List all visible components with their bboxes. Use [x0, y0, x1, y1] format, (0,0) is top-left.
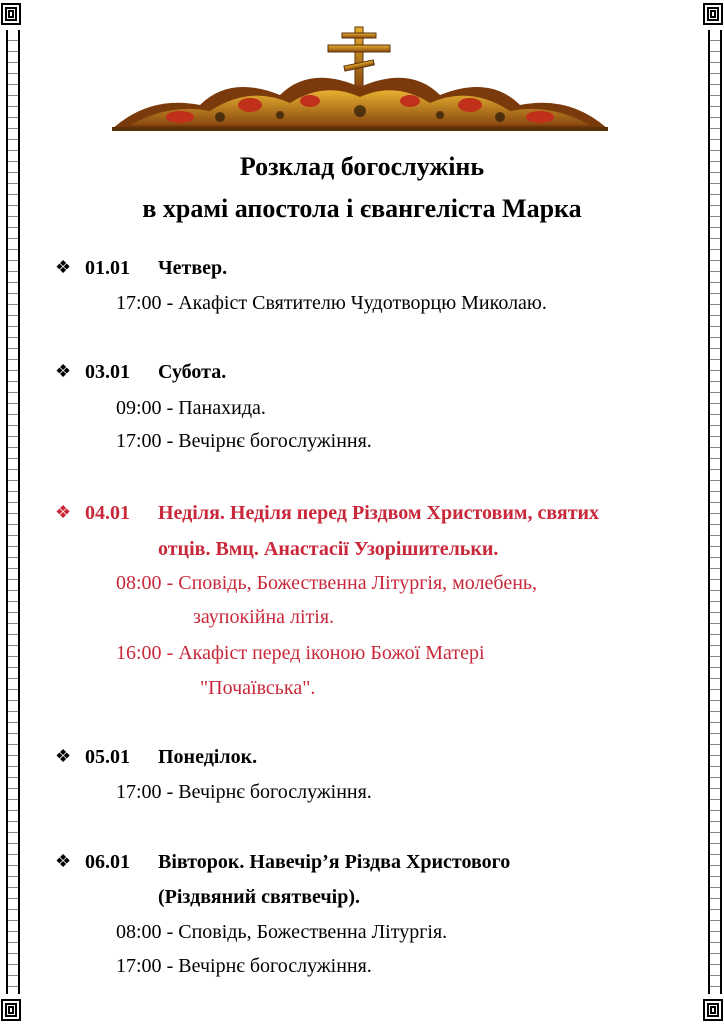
bullet-icon: ❖ — [55, 257, 72, 277]
day-heading: Субота. — [158, 361, 227, 383]
day-date: 04.01 — [85, 502, 130, 524]
day-heading: Четвер. — [158, 257, 228, 279]
corner-ornament-icon — [0, 2, 22, 26]
service-line: 17:00 - Вечірнє богослужіння. — [116, 955, 372, 977]
corner-ornament-icon — [702, 998, 724, 1022]
service-time: 08:00 — [116, 572, 162, 594]
service-time: 08:00 — [116, 921, 162, 943]
service-text: Вечірнє богослужіння. — [178, 955, 372, 977]
page-title-line-2: в храмі апостола і євангеліста Марка — [142, 194, 582, 223]
bullet-icon: ❖ — [55, 502, 72, 522]
service-time: 17:00 — [116, 430, 162, 452]
day-date: 01.01 — [85, 257, 130, 279]
service-time: 17:00 — [116, 292, 162, 314]
bullet-icon: ❖ — [55, 361, 72, 381]
day-date: 03.01 — [85, 361, 130, 383]
service-text: Сповідь, Божественна Літургія, молебень, — [178, 572, 538, 594]
service-line: 17:00 - Вечірнє богослужіння. — [116, 430, 372, 452]
service-line: 08:00 - Сповідь, Божественна Літургія, молебень, — [116, 572, 538, 594]
service-text: Вечірнє богослужіння. — [178, 430, 372, 452]
page-title-line-1: Розклад богослужінь — [239, 152, 485, 181]
bullet-icon: ❖ — [55, 746, 72, 766]
day-heading: Вівторок. Навечір’я Різдва Христового — [158, 851, 511, 873]
service-text: Вечірнє богослужіння. — [178, 781, 372, 803]
service-line: 09:00 - Панахида. — [116, 397, 266, 419]
day-heading-continued: отців. Вмц. Анастасії Узорішительки. — [158, 538, 499, 560]
corner-ornament-icon — [0, 998, 22, 1022]
service-line: 17:00 - Вечірнє богослужіння. — [116, 781, 372, 803]
service-text: Сповідь, Божественна Літургія. — [178, 921, 448, 943]
service-time: 09:00 — [116, 397, 162, 419]
service-time: 17:00 — [116, 955, 162, 977]
service-time: 16:00 — [116, 642, 162, 664]
cross-ornament-icon — [110, 25, 610, 133]
service-line: 16:00 - Акафіст перед іконою Божої Матері — [116, 642, 485, 664]
service-text-continued: "Почаївська". — [200, 677, 316, 699]
day-heading: Понеділок. — [158, 746, 258, 768]
service-time: 17:00 — [116, 781, 162, 803]
corner-ornament-icon — [702, 2, 724, 26]
day-date: 05.01 — [85, 746, 130, 768]
day-heading-continued: (Різдвяний святвечір). — [158, 886, 361, 908]
service-line: 08:00 - Сповідь, Божественна Літургія. — [116, 921, 448, 943]
service-text: Панахида. — [178, 397, 266, 419]
day-heading: Неділя. Неділя перед Різдвом Христовим, святих — [158, 502, 600, 524]
service-text: Акафіст перед іконою Божої Матері — [178, 642, 485, 664]
service-line: 17:00 - Акафіст Святителю Чудотворцю Миколаю. — [116, 292, 547, 314]
day-date: 06.01 — [85, 851, 130, 873]
service-text-continued: заупокійна літія. — [193, 606, 335, 628]
service-text: Акафіст Святителю Чудотворцю Миколаю. — [178, 292, 547, 314]
bullet-icon: ❖ — [55, 851, 72, 871]
